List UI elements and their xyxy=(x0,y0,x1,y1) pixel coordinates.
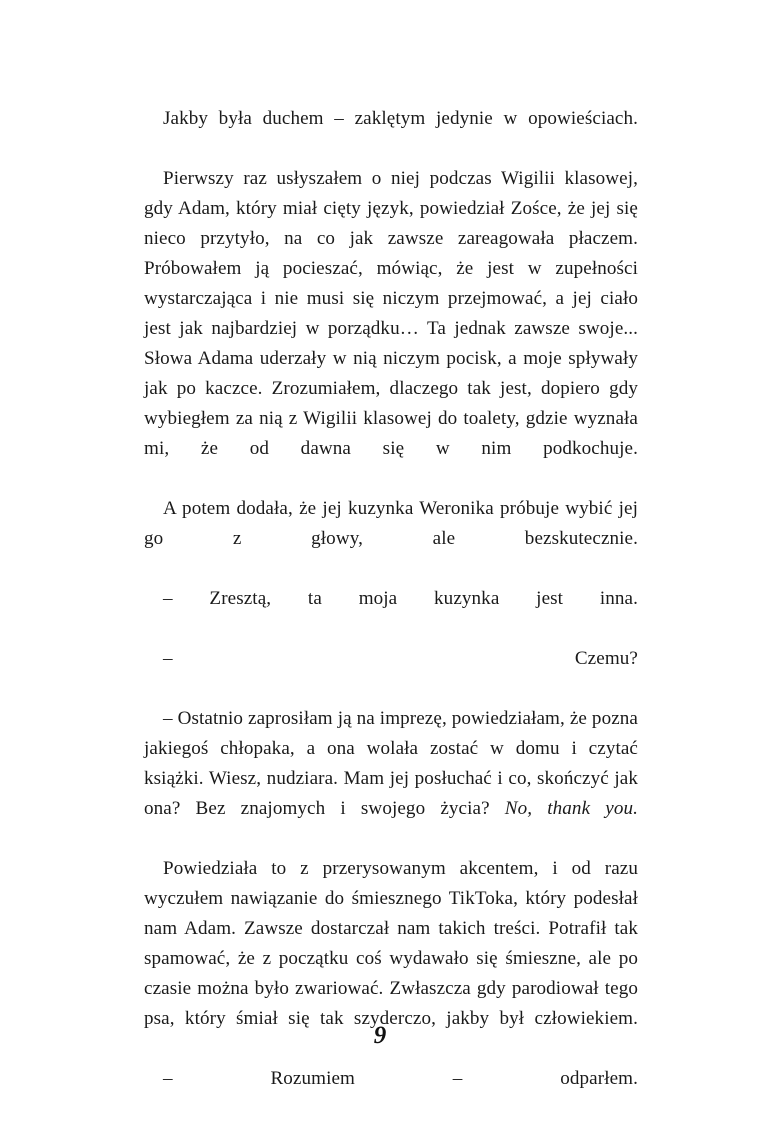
paragraph-weronika: A potem dodała, że jej kuzynka Weronika próbuje wybić jej go z głowy, ale bezskutecznie. xyxy=(144,498,638,549)
paragraph-ghost: Jakby była duchem – zaklętym jedynie w opowieściach. xyxy=(163,108,638,129)
dialogue-party-italic-phrase: No, thank you. xyxy=(504,798,638,819)
dialogue-party-roman-text: – Ostatnio zaprosiłam ją na imprezę, powiedziałam, że pozna jakiegoś chłopaka, a ona wolała zostać w domu i czytać książki. Wiesz, nudziara. Mam jej posłuchać i co, skończyć jak ona? Bez znajomych i swojego życia? xyxy=(144,708,638,819)
page-number: 9 xyxy=(373,1022,387,1049)
dialogue-line-party xyxy=(144,704,638,854)
dialogue-line-cousin-different: – Zresztą, ta moja kuzynka jest inna. xyxy=(163,588,638,609)
dialogue-line-understand: – Rozumiem – odparłem. xyxy=(163,1068,638,1089)
dialogue-line-why: – Czemu? xyxy=(163,648,638,669)
paragraph-tiktok: Powiedziała to z przerysowanym akcentem, i od razu wyczułem nawiązanie do śmiesznego TikToka, który podesłał nam Adam. Zawsze dostarczał nam takich treści. Potrafił tak spamować, że z początku coś wydawało się śmieszne, ale po czasie można było zwariować. Zwłaszcza gdy parodiował tego psa, który śmiał się tak szyderczo, jakby był człowiekiem. xyxy=(144,858,638,1029)
page-text-block xyxy=(144,104,638,1124)
paragraph-first-time: Pierwszy raz usłyszałem o niej podczas Wigilii klasowej, gdy Adam, który miał cięty język, powiedział Zośce, że jej się nieco przytyło, na co jak zawsze zareagowała płaczem. Próbowałem ją pocieszać, mówiąc, że jest w zupełności wystarczająca i nie musi się niczym przejmować, a jej ciało jest jak najbardziej w porządku… Ta jednak zawsze swoje... Słowa Adama uderzały w nią niczym pocisk, a moje spływały jak po kaczce. Zrozumiałem, dlaczego tak jest, dopiero gdy wybiegłem za nią z Wigilii klasowej do toalety, gdzie wyznała mi, że od dawna się w nim podkochuje. xyxy=(144,168,638,459)
